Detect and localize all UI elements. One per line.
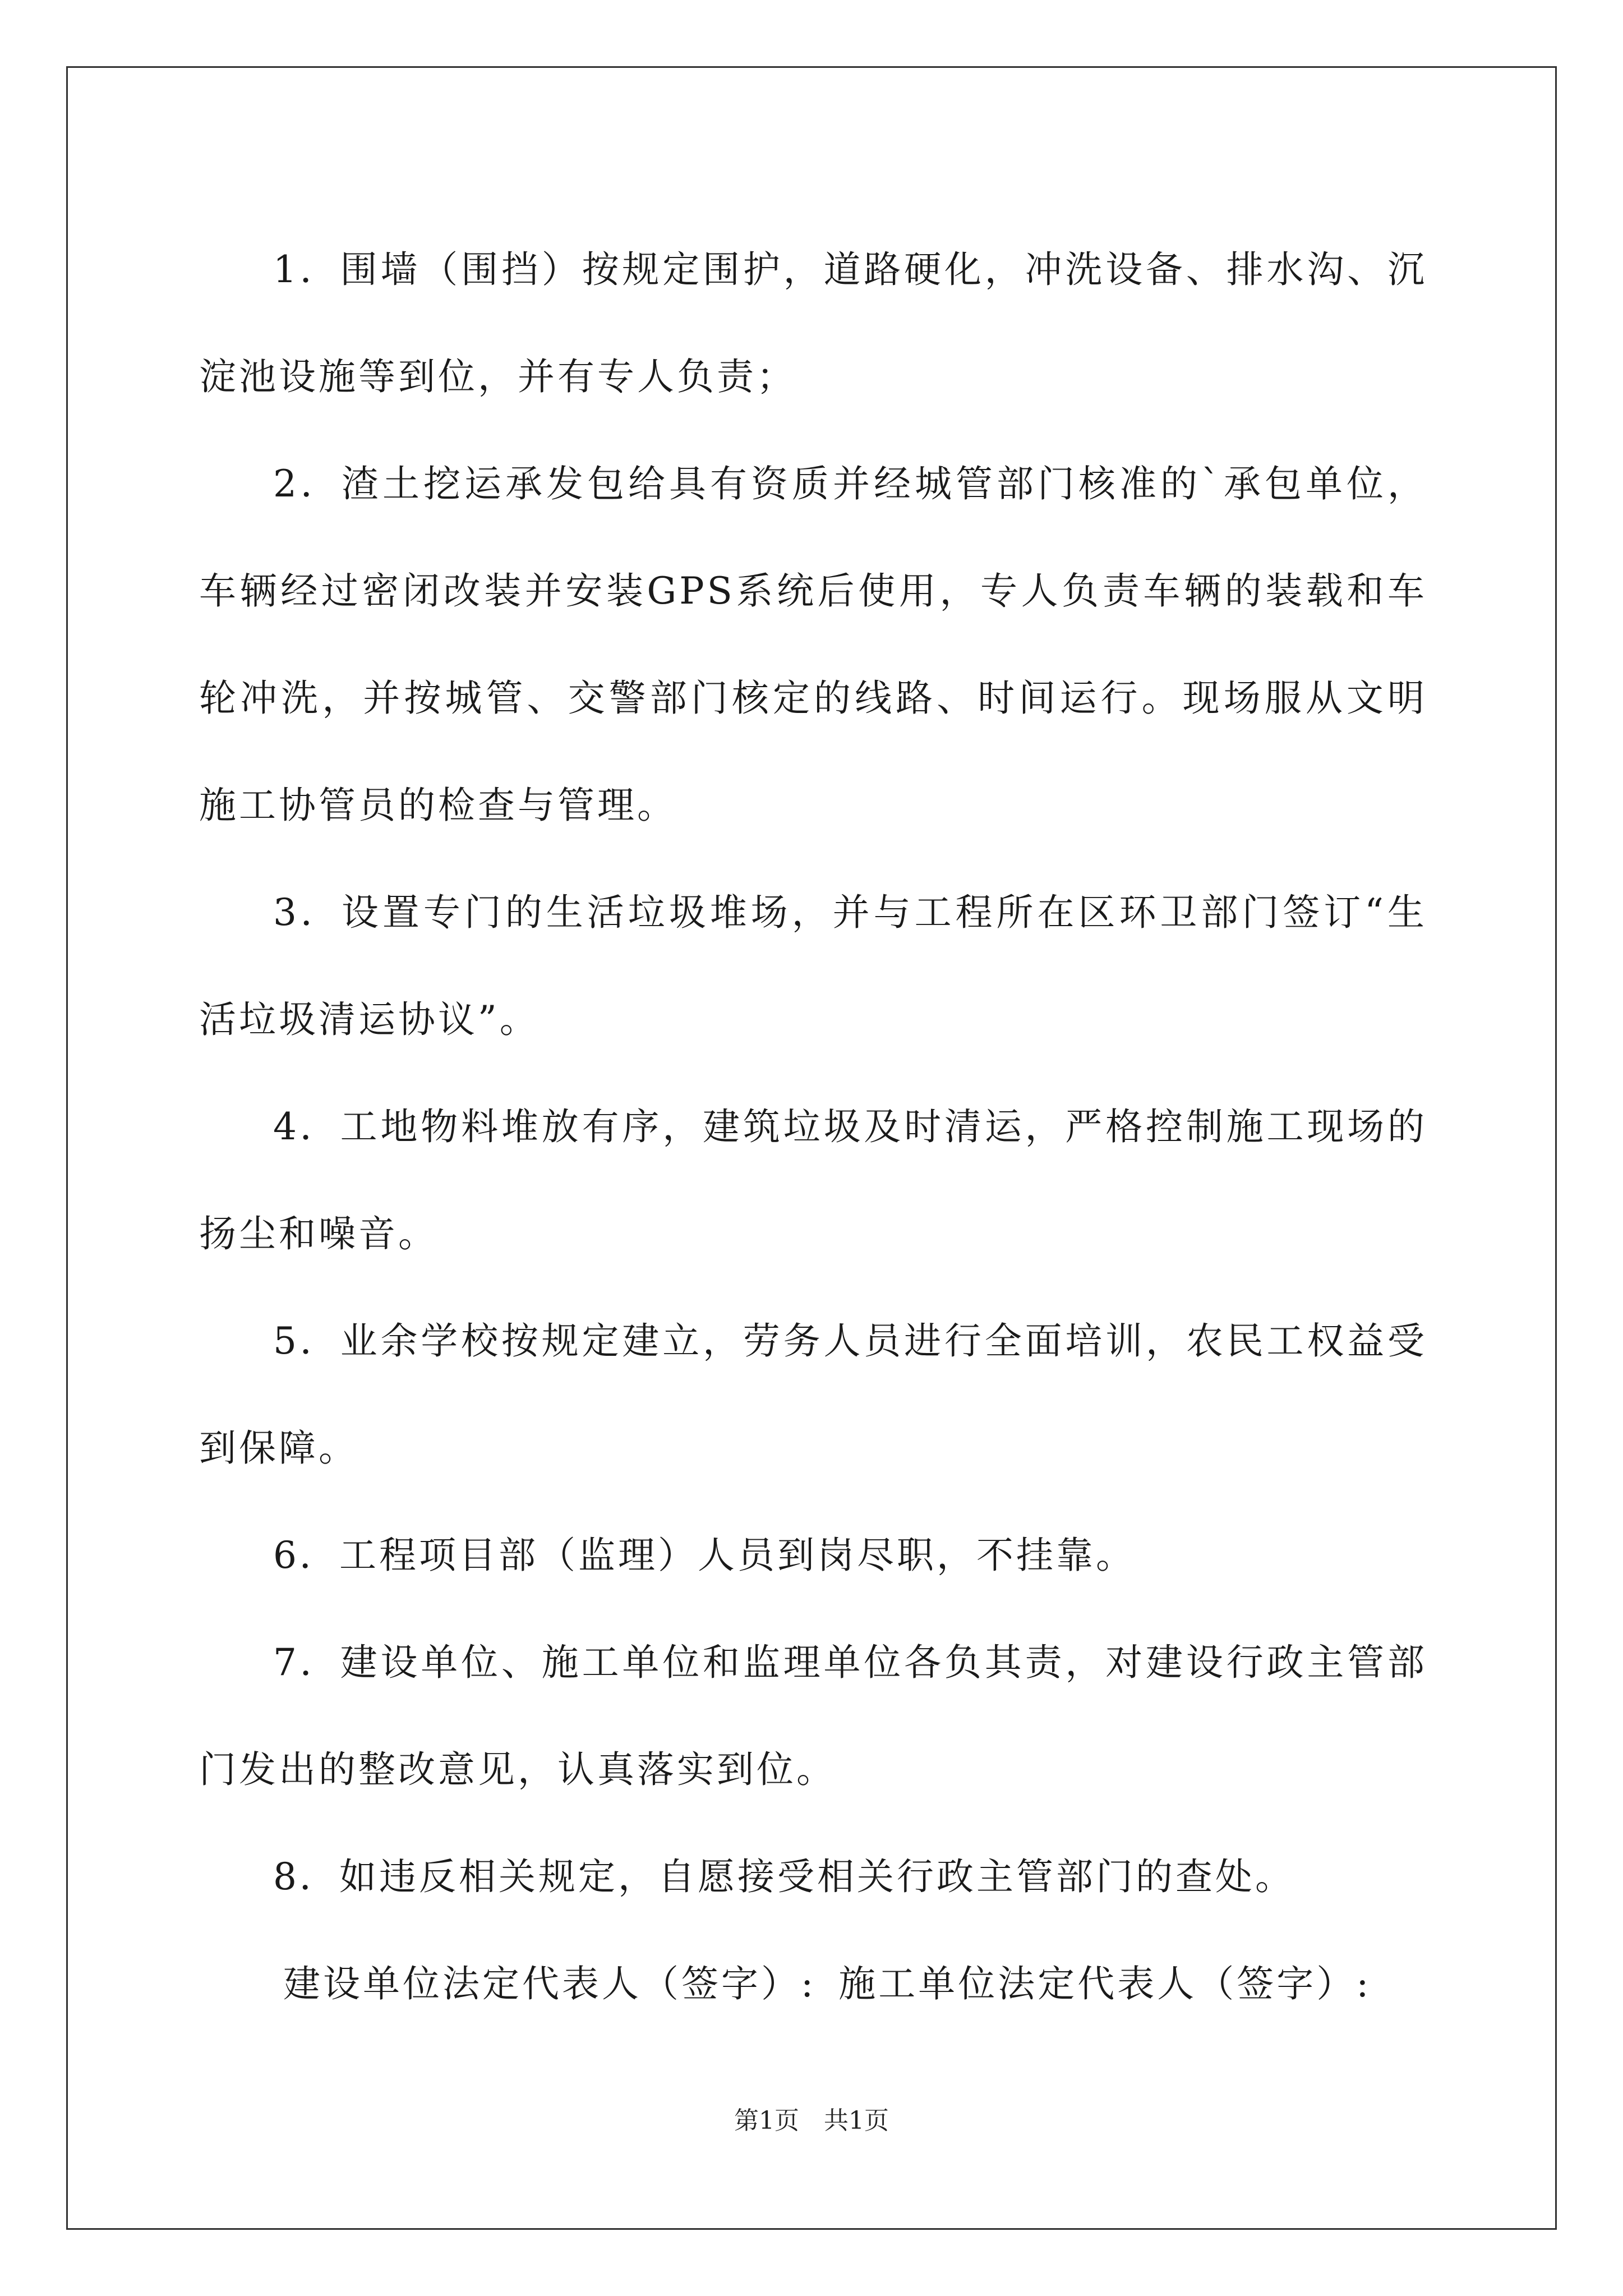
contractor-signature-label: 施工单位法定代表人（签字）: — [838, 1962, 1372, 2005]
clause-7: 7．建设单位、施工单位和监理单位各负其责，对建设行政主管部门发出的整改意见，认真落实到位。 — [199, 1641, 1427, 1791]
clause-5: 5．业余学校按规定建立，劳务人员进行全面培训，农民工权益受到保障。 — [199, 1319, 1427, 1470]
clause-4: 4．工地物料堆放有序，建筑垃圾及时清运，严格控制施工现场的扬尘和噪音。 — [199, 1105, 1427, 1255]
owner-signature-label: 建设单位法定代表人（签字）: — [283, 1962, 817, 2005]
clause-1: 1．围墙（围挡）按规定围护，道路硬化，冲洗设备、排水沟、沉淀池设施等到位，并有专人负责； — [199, 248, 1427, 398]
page-total: 共1页 — [824, 2106, 889, 2135]
signature-line — [199, 1930, 1427, 2037]
clause-6: 6．工程项目部（监理）人员到岗尽职，不挂靠。 — [273, 1534, 1136, 1577]
clause-8: 8．如违反相关规定，自愿接受相关行政主管部门的查处。 — [273, 1855, 1295, 1898]
page-number: 第1页 — [734, 2106, 799, 2135]
document-body — [199, 216, 1427, 2037]
clause-3: 3．设置专门的生活垃圾堆场，并与工程所在区环卫部门签订“生活垃圾清运协议”。 — [199, 891, 1427, 1041]
clause-2: 2．渣土挖运承发包给具有资质并经城管部门核准的`承包单位，车辆经过密闭改装并安装GPS系统后使用，专人负责车辆的装载和车轮冲洗，并按城管、交警部门核定的线路、时间运行。现场服从文明施工协管员的检查与管理。 — [199, 462, 1427, 827]
page-footer — [0, 2100, 1623, 2136]
